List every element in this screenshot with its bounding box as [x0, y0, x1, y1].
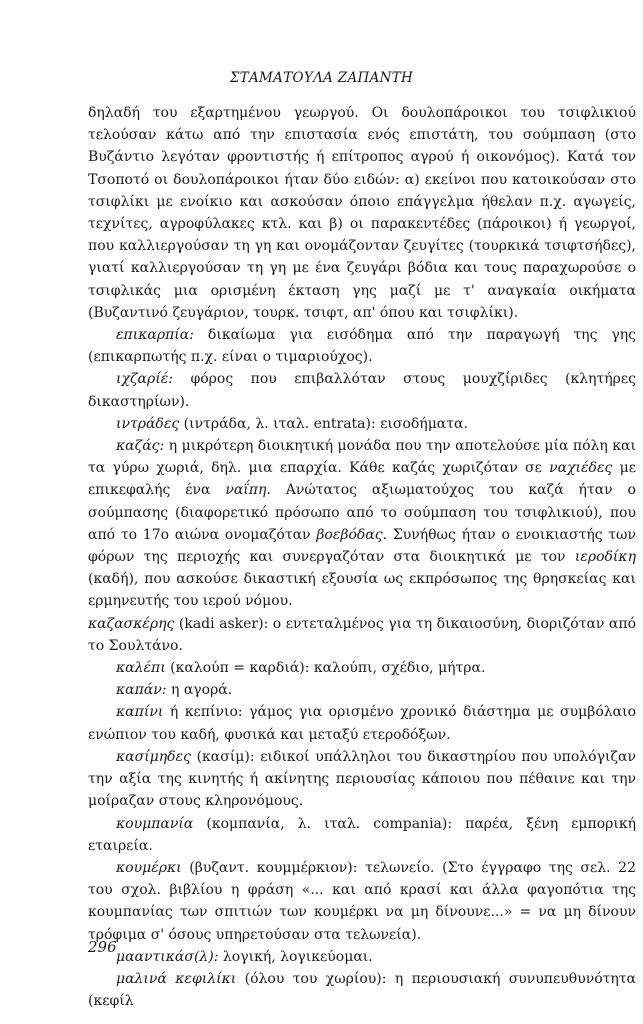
glossary-term: καλέπι	[116, 660, 166, 677]
paragraph-text: φόρος που επιβαλλόταν στους μουχζίριδες (κλητήρες δικαστηρίων).	[88, 371, 636, 410]
paragraph-text: (kadi asker): ο εντεταλμένος για τη δικαιοσύνη, διοριζόταν από το Σουλτάνο.	[88, 615, 636, 654]
glossary-paragraph	[88, 946, 636, 968]
paragraph-text: με επικεφαλής ένα	[88, 460, 636, 499]
glossary-paragraph	[88, 679, 636, 701]
paragraph-text: δηλαδή του εξαρτημένου γεωργού. Οι δουλοπάροικοι του τσιφλικιού τελούσαν κάτω από την επιστασία ενός επιστάτη, του σούμπαση (στο Βυζάντιο λεγόταν φροντιστής ή επίτροπος αγρού ή οικονόμος). Κατά τον Τσοποτό οι δουλοπάροικοι ήταν δύο ειδών: α) εκείνοι που κατοικούσαν στο τσιφλίκι με ενοίκιο και ασκούσαν όποιο επάγγελμα ήθελαν π.χ. αγωγείς, τεχνίτες, αγροφύλακες κτλ. και β) οι παρακεντέδες (πάροικοι) ή γεωργοί, που καλλιεργούσαν τη γη και ονομάζονταν ζευγίτες (τουρκικά τσιφτσήδες), γιατί καλλιεργούσαν τη γη με ένα ζευγάρι βόδια και τους παραχωρούσε ο τσιφλικάς μια ορισμένη έκταση γης μαζί με τ' αναγκαία οικήματα (Βυζαντινό ζευγάριον, τουρκ. τσιφτ, απ' όπου και τσιφλίκι).	[88, 105, 636, 321]
glossary-paragraph	[88, 746, 636, 813]
glossary-paragraph	[88, 324, 636, 368]
paragraph-text: Συνήθως ήταν ο ενοικιαστής των φόρων της περιοχής και συνεργαζόταν στα διοικητικά με τον	[88, 526, 636, 566]
glossary-paragraph	[88, 368, 636, 412]
glossary-term: επικαρπία:	[116, 327, 194, 344]
glossary-paragraph	[88, 701, 636, 745]
glossary-paragraph	[88, 857, 636, 946]
paragraph-text: δικαίωμα για εισόδημα από την παραγωγή της γης (επικαρπωτής π.χ. είναι ο τιμαριούχος).	[88, 327, 636, 366]
glossary-term: βοεβόδας.	[316, 526, 388, 543]
paragraph-text: λογική, λογικεύομαι.	[218, 948, 373, 965]
glossary-term: ναχιέδες	[549, 460, 613, 477]
paragraph-text: (καδή), που ασκούσε δικαστική εξουσία ως εκπρόσωπος της θρησκείας και ερμηνευτής του ιερού νόμου.	[88, 571, 636, 610]
glossary-term: μαλινά κεφιλίκι	[116, 970, 237, 987]
paragraph-text: (όλου του χωρίου): η περιουσιακή συνυπευθυνότητα (κεφίλ	[88, 970, 636, 1010]
glossary-term: κουμπανία	[116, 815, 194, 832]
paragraph-text: Ανώτατος αξιωματούχος του καζά ήταν ο σούμπασης (διαφορετικό πρόσωπο από το σούμπαση του τσιφλικιού), που από το 17ο αιώνα ονομαζόταν	[88, 482, 636, 543]
glossary-paragraph	[88, 968, 636, 1012]
glossary-paragraph	[88, 657, 636, 679]
glossary-term: καπάν:	[116, 682, 167, 699]
glossary-term: καζάς:	[116, 438, 165, 455]
glossary-term: κασίμηδες	[116, 748, 191, 765]
paragraph-text: (βυζαντ. κουμμέρκιον): τελωνείο. (Στο έγγραφο της σελ. 22 του σχολ. βιβλίου η φράση «... και από κρασί και άλλα φαγοπότια της κουμπανίας των σπιτιών των κουμέρκι να μη δίνουνε...» = να μη δίνουν τρόφιμα σ' όσους υπηρετούσαν στα τελωνεία).	[88, 859, 636, 943]
paragraph-text: η αγορά.	[166, 682, 233, 699]
glossary-paragraph	[88, 102, 636, 324]
glossary-term: καπίνι	[116, 704, 164, 721]
glossary-term: ιεροδίκη	[574, 549, 636, 566]
glossary-term: καζασκέρης	[88, 615, 175, 632]
glossary-text	[88, 102, 636, 1012]
paragraph-text: (καλούπ = καρδιά): καλούπι, σχέδιο, μήτρα.	[165, 660, 486, 677]
paragraph-text: ή κεπίνιο: γάμος για ορισμένο χρονικό διάστημα με συμβόλαιο ενώπιον του καδή, φυσικά και μεταξύ ετεροδόξων.	[88, 704, 636, 743]
glossary-term: ιντράδες	[116, 415, 180, 432]
glossary-term: ναΐπη.	[225, 482, 271, 499]
glossary-paragraph	[88, 813, 636, 857]
glossary-term: ιχζαρίέ:	[116, 371, 173, 388]
paragraph-text: (κομπανία, λ. ιταλ. compania): παρέα, ξένη εμπορική εταιρεία.	[88, 815, 636, 854]
glossary-paragraph	[88, 413, 636, 435]
glossary-paragraph	[88, 613, 636, 657]
glossary-term: κουμέρκι	[116, 859, 182, 876]
glossary-term: μααντικάσ(λ):	[116, 948, 219, 965]
glossary-paragraph	[88, 435, 636, 613]
paragraph-text: η μικρότερη διοικητική μονάδα που την αποτελούσε μία πόλη και τα γύρω χωριά, δηλ. μια επαρχία. Κάθε καζάς χωριζόταν σε	[88, 438, 636, 477]
running-head: ΣΤΑΜΑΤΟΥΛΑ ΖΑΠΑΝΤΗ	[229, 70, 414, 86]
paragraph-text: (κασίμ): ειδικοί υπάλληλοι του δικαστηρίου που υπολόγιζαν την αξία της κινητής ή ακίνητης περιουσίας κάποιου που πέθαινε και την μοίραζαν στους κληρονόμους.	[88, 748, 636, 810]
page-number: 296	[88, 938, 117, 956]
paragraph-text: (ιντράδα, λ. ιταλ. entrata): εισοδήματα.	[179, 415, 468, 432]
